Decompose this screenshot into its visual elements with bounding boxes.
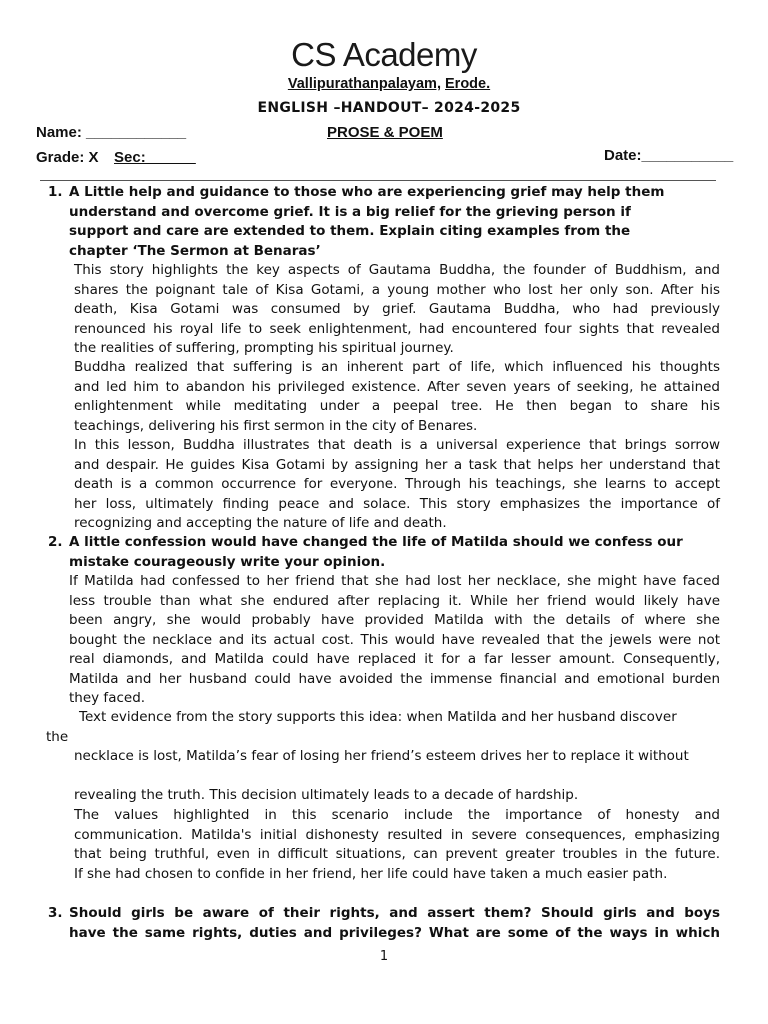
- text-line: they faced.: [69, 690, 146, 706]
- text-line: recognizing and accepting the nature of life and death.: [74, 515, 447, 531]
- answer-2-values-paragraph: [74, 806, 720, 884]
- question-line: support and care are extended to them. Explain citing examples from the: [69, 223, 631, 239]
- question-line: A little confession would have changed the life of Matilda should we confess our: [69, 534, 683, 550]
- question-line: mistake courageously write your opinion.: [69, 553, 386, 570]
- question-line: Should girls be aware of their rights, and assert them? Should girls and boys: [69, 905, 720, 921]
- evidence-line-3: revealing the truth. This decision ultimately leads to a decade of hardship.: [74, 787, 579, 803]
- date-field: Date:___________: [604, 147, 734, 164]
- question-3: [48, 904, 720, 943]
- evidence-wrap-word: the: [46, 729, 69, 745]
- answer-1-paragraph-3: [74, 436, 720, 534]
- text-line: If she had chosen to confide in her friend, her life could have taken a much easier path.: [74, 865, 668, 882]
- question-2: [48, 533, 720, 572]
- question-line: A Little help and guidance to those who are experiencing grief may help them: [69, 184, 665, 200]
- text-line: If Matilda had confessed to her friend that she had lost her necklace, she might have faced: [69, 573, 720, 589]
- grade-field: Grade: X: [36, 149, 99, 166]
- text-line: communication. Matilda's initial dishonesty resulted in severe consequences, emphasizing: [74, 826, 720, 843]
- text-line: that being truthful, even in difficult situations, can prevent greater troubles in the future.: [74, 846, 720, 862]
- text-line: The values highlighted in this scenario include the importance of honesty and: [74, 807, 720, 823]
- question-1: [48, 183, 720, 261]
- academy-logo: CS Academy: [291, 36, 477, 73]
- evidence-line-1: Text evidence from the story supports this idea: when Matilda and her husband discover: [79, 709, 677, 725]
- text-line: Buddha realized that suffering is an inherent part of life, which influenced his thoughts: [74, 359, 720, 375]
- text-line: enlightenment while meditating under a peepal tree. He then began to share his: [74, 398, 720, 414]
- handout-title: ENGLISH –HANDOUT– 2024-2025: [257, 100, 521, 116]
- question-line: have the same rights, duties and privileges? What are some of the ways in which: [69, 924, 720, 941]
- text-line: In this lesson, Buddha illustrates that death is a universal experience that brings sorrow: [74, 437, 720, 453]
- text-line: Matilda and her husband could have avoided the immense financial and emotional burden: [69, 670, 720, 687]
- question-line: understand and overcome grief. It is a big relief for the grieving person if: [69, 203, 631, 220]
- location-city: Erode.: [445, 76, 491, 92]
- subject-title: PROSE & POEM: [327, 124, 443, 141]
- question-number: 3.: [48, 905, 63, 921]
- section-field: Sec:______: [114, 149, 196, 166]
- name-field: Name: ____________: [36, 124, 187, 141]
- answer-1-paragraph-1: [74, 261, 720, 359]
- text-line: This story highlights the key aspects of Gautama Buddha, the founder of Buddhism, and: [74, 262, 720, 278]
- evidence-line-2: necklace is lost, Matilda’s fear of losing her friend’s esteem drives her to replace it without: [74, 748, 689, 764]
- text-line: death is a common occurrence for everyone. Through his teachings, she learns to accept: [74, 476, 720, 492]
- location-town: Vallipurathanpalayam,: [287, 76, 441, 92]
- question-number: 2.: [48, 534, 63, 550]
- text-line: and led him to abandon his privileged existence. After seven years of seeking, he attained: [74, 378, 720, 395]
- question-number: 1.: [48, 184, 63, 200]
- text-line: shares the poignant tale of Kisa Gotami, a young mother who lost her only son. After his: [74, 281, 720, 298]
- text-line: teachings, delivering his first sermon in the city of Benares.: [74, 417, 478, 434]
- text-line: bought the necklace and its actual cost. This would have revealed that the jewels were not: [69, 631, 720, 648]
- text-line: real diamonds, and Matilda could have replaced it for a far lesser amount. Consequently,: [69, 651, 720, 667]
- text-line: and despair. He guides Kisa Gotami by assigning her a task that helps her understand that: [74, 456, 720, 473]
- answer-1-paragraph-2: [74, 358, 720, 436]
- text-line: less trouble than what she endured after replacing it. While her friend would likely have: [69, 592, 720, 609]
- text-line: death, Kisa Gotami was consumed by grief. Gautama Buddha, who had previously: [74, 301, 720, 317]
- location-line: [0, 76, 768, 92]
- text-line: her loss, ultimately finding peace and solace. This story emphasizes the importance of: [74, 495, 720, 512]
- question-line: chapter ‘The Sermon at Benaras’: [69, 242, 321, 259]
- text-line: renounced his royal life to seek enlightenment, had encountered four sights that revealed: [74, 320, 720, 337]
- header-divider: [40, 180, 716, 181]
- text-line: the realities of suffering, prompting his spiritual journey.: [74, 340, 454, 356]
- text-line: been angry, she would probably have provided Matilda with the details of where she: [69, 612, 720, 628]
- answer-2-paragraph-1: [69, 572, 720, 709]
- page-number: 1: [379, 949, 389, 964]
